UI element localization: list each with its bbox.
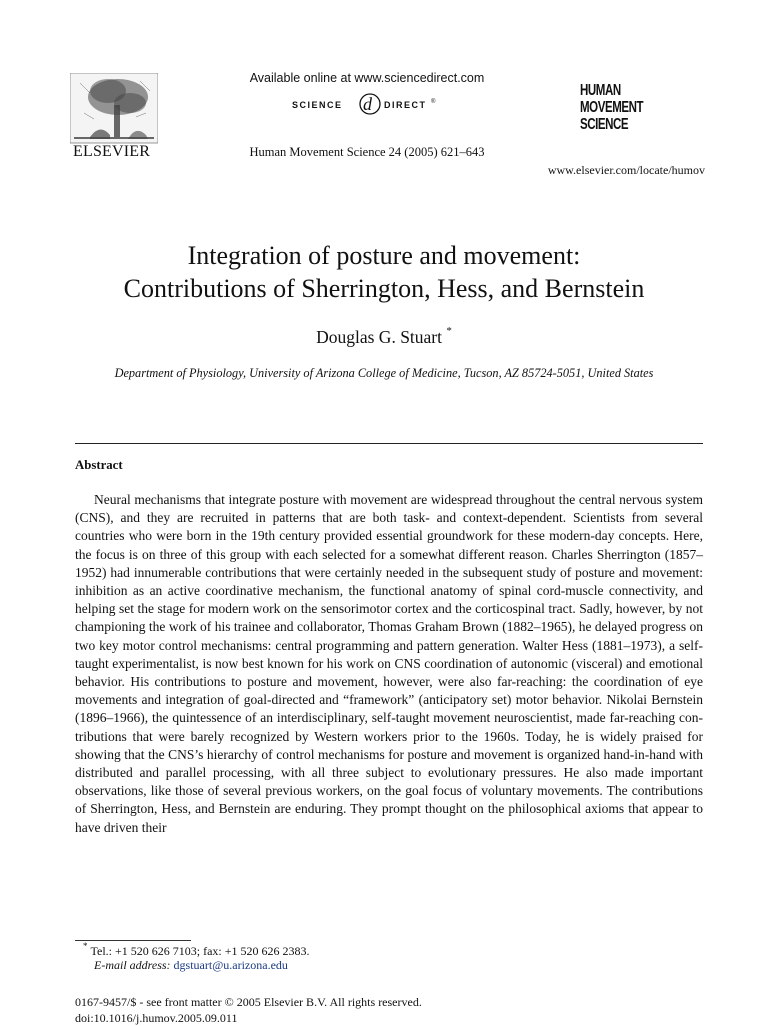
article-title [0,239,768,305]
sciencedirect-logo [288,88,448,122]
journal-url-link[interactable]: www.elsevier.com/locate/humov [547,163,705,177]
svg-text:DIRECT: DIRECT [384,100,427,110]
footnote-divider [75,940,191,941]
footnote-email [94,958,288,973]
svg-text:d: d [363,94,372,114]
sciencedirect-availability-line: Available online at www.sciencedirect.com [249,71,485,85]
svg-text:SCIENCE: SCIENCE [292,100,343,110]
author-email-link[interactable]: dgstuart@u.arizona.edu [173,958,288,972]
header-divider [75,443,703,444]
author-affiliation: Department of Physiology, University of Arizona College of Medicine, Tucson, AZ 85724-5051, United States [114,366,654,380]
journal-logo: HUMAN MOVEMENT SCIENCE [580,82,644,133]
svg-text:®: ® [431,99,436,105]
abstract-heading: Abstract [75,458,123,472]
author-line [0,327,768,348]
email-label: E-mail address: [94,958,171,972]
footnote-contact [83,942,310,959]
journal-citation: Human Movement Science 24 (2005) 621–643 [249,145,485,159]
footnote-contact-text: Tel.: +1 520 626 7103; fax: +1 520 626 2383. [90,944,310,958]
author-name: Douglas G. Stuart [316,327,443,347]
copyright-line: 0167-9457/$ - see front matter © 2005 Elsevier B.V. All rights reserved. [75,995,422,1009]
title-line-2: Contributions of Sherrington, Hess, and Bernstein [123,274,645,303]
author-footnote-mark[interactable]: * [446,325,452,338]
title-line-1: Integration of posture and movement: [187,241,581,270]
abstract-text: Neural mechanisms that integrate posture with movement are widespread throughout the central nervous system (CNS), and they are recruited in patterns that are both task- and context-dependent. Scientists from several countries who were born in the 19th century provided essential groundwork for these modern-day concepts. Here, the focus is on three of this group with each selected for a somewhat different reason. Charles Sherrington (1857–1952) had innumerable contributions that were certainly needed in the subsequent study of posture and movement: inhibition as an active coordinative mechanism, the functional anatomy of spinal cord-muscle connectivity, and helping set the stage for modern work on the sensorimotor cortex and the corticospinal tract. Sadly, however, by not championing the work of his trainee and collaborator, Thomas Graham Brown (1882–1965), he delayed progress on two key motor control mechanisms: central programming and pattern generation. Walter Hess (1881–1973), a self-taught experimentalist, is now best known for his work on CNS coordination of autonomic (visceral) and emotional behavior. His contributions to posture and movement, however, were also far-reaching: the coordination of eye movements and integration of goal-directed and “framework” (anticipatory set) motor behavior. Nikolai Bernstein (1896–1966), the quintessence of an interdisciplinary, self-taught movement neuroscientist, made far-reaching contributions that were barely recognized by Western workers prior to the 1960s. Today, he is widely praised for showing that the CNS’s hierarchy of control mechanisms for posture and movement is organized hand-in-hand with distributed and parallel processing, with all three subject to evolutionary pressures. He also made important observations, like those of several previous workers, on the goal focus of voluntary movements. The contributions of Sherrington, Hess, and Bernstein are enduring. They prompt thought on the philosophical axioms that appear to have driven their [75,492,703,835]
footnote-mark: * [83,941,88,951]
doi-link[interactable]: doi:10.1016/j.humov.2005.09.011 [75,1011,238,1025]
publisher-wordmark: ELSEVIER [73,143,151,160]
